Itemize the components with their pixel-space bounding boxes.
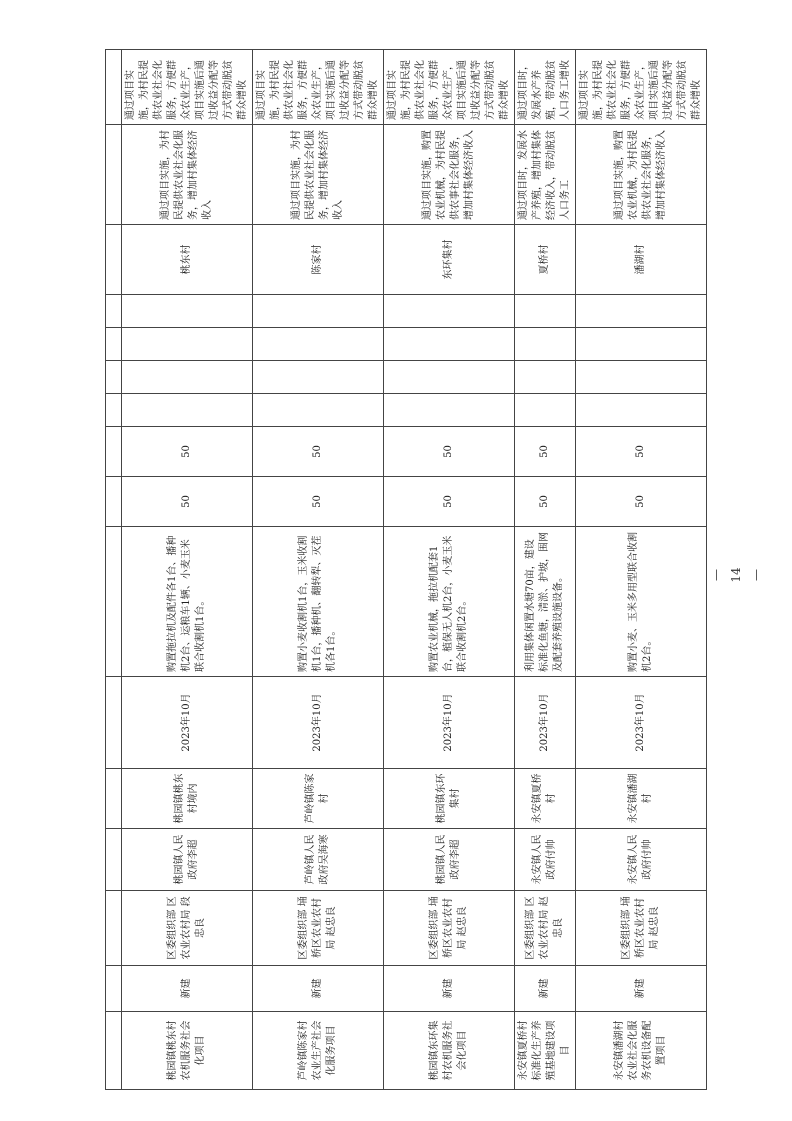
construction-content: 购置农业机械，拖拉机配套1台，植保无人机2台，小麦玉米联合收割机2台。	[384, 527, 515, 677]
implementing-unit: 永安镇人民政府付帅	[576, 829, 707, 891]
empty-cell	[122, 361, 253, 394]
project-location: 永安镇潘湖村	[576, 769, 707, 829]
table-row	[576, 50, 707, 1090]
investment-fund: 50	[576, 427, 707, 477]
construction-content: 购置小麦收割机1台，玉米收割机1台，播种机、翻转犁、灭茬机各1台。	[253, 527, 384, 677]
empty-cell	[576, 394, 707, 427]
empty-cell	[515, 394, 576, 427]
beneficiary-village: 东环集村	[384, 225, 515, 295]
responsible-unit: 区委组织部 区农业农村局 段忠良	[122, 891, 253, 966]
benefit-mechanism: 通过项目实施，为村民提供农业社会化服务，方便群众农业生产，项目实施后通过收益分配等方式带动脱贫群众增收	[253, 50, 384, 125]
responsible-unit: 区委组织部 埇桥区农业农村局 赵忠良	[384, 891, 515, 966]
construction-type: 新建	[122, 966, 253, 1012]
empty-header-row	[106, 50, 122, 1090]
empty-cell	[515, 361, 576, 394]
project-location: 永安镇夏桥村	[515, 769, 576, 829]
empty-cell	[515, 328, 576, 361]
construction-type: 新建	[253, 966, 384, 1012]
investment-fund: 50	[515, 427, 576, 477]
responsible-unit: 区委组织部 埇桥区农业农村局 赵忠良	[253, 891, 384, 966]
empty-cell	[384, 328, 515, 361]
implementing-unit: 桃园镇人民政府李超	[122, 829, 253, 891]
benefit-mechanism: 通过项目实施，为村民提供农业社会化服务，方便群众农业生产，项目实施后通过收益分配等方式带动脱贫群众增收	[576, 50, 707, 125]
benefit-mechanism: 通过项目实施，为村民提供农业社会化服务，方便群众农业生产，项目实施后通过收益分配等方式带动脱贫群众增收	[384, 50, 515, 125]
empty-cell	[384, 394, 515, 427]
table-row	[122, 50, 253, 1090]
table-row	[384, 50, 515, 1090]
empty-cell	[384, 361, 515, 394]
empty-cell	[253, 394, 384, 427]
empty-cell	[122, 394, 253, 427]
construction-content: 利用集体闲置水塘70亩，建设标准化鱼塘，清淤、护坡，围网及配套养殖设施设备。	[515, 527, 576, 677]
table-row	[253, 50, 384, 1090]
construction-content: 购置小麦、玉米多用型联合收割机2台。	[576, 527, 707, 677]
completion-time: 2023年10月	[122, 677, 253, 769]
empty-cell	[576, 361, 707, 394]
benefit-mechanism: 通过项目时，发展水产养殖，带动脱贫人口务工增收	[515, 50, 576, 125]
empty-cell	[122, 328, 253, 361]
investment-fund: 50	[384, 427, 515, 477]
benefit-link: 通过项目实施，购置农业机械，为村民提供农业社会化服务，增加村集体经济收入	[576, 125, 707, 225]
project-name: 桃园镇东环集村农机服务社会化项目	[384, 1012, 515, 1090]
responsible-unit: 区委组织部 埇桥区农业农村局 赵忠良	[576, 891, 707, 966]
project-name: 永安镇夏桥村标准化生产养殖基地建设项目	[515, 1012, 576, 1090]
implementing-unit: 永安镇人民政府付帅	[515, 829, 576, 891]
empty-cell	[515, 295, 576, 328]
project-location: 桃园镇桃东村境内	[122, 769, 253, 829]
implementing-unit: 芦岭镇人民政府吴海寒	[253, 829, 384, 891]
empty-cell	[576, 295, 707, 328]
investment-fund: 50	[122, 427, 253, 477]
investment-total: 50	[515, 477, 576, 527]
project-name: 永安镇潘湖村农业社会化服务农机设备配置项目	[576, 1012, 707, 1090]
page-number: — 14 —	[709, 567, 763, 583]
empty-cell	[253, 361, 384, 394]
benefit-link: 通过项目实施，购置农业机械，为村民提供农事社会化服务，增加村集体经济收入	[384, 125, 515, 225]
project-table	[105, 49, 707, 1090]
rotated-table-container	[105, 50, 702, 1090]
project-location: 桃园镇东环集村	[384, 769, 515, 829]
benefit-link: 通过项目时，发展水产养殖，增加村集体经济收入，带动脱贫人口务工	[515, 125, 576, 225]
completion-time: 2023年10月	[253, 677, 384, 769]
responsible-unit: 区委组织部 区农业农村局 赵忠良	[515, 891, 576, 966]
project-name: 芦岭镇陈家村农业生产社会化服务项目	[253, 1012, 384, 1090]
construction-type: 新建	[576, 966, 707, 1012]
beneficiary-village: 桃东村	[122, 225, 253, 295]
investment-total: 50	[576, 477, 707, 527]
investment-total: 50	[253, 477, 384, 527]
table-row	[515, 50, 576, 1090]
project-name: 桃园镇桃东村农机服务社会化项目	[122, 1012, 253, 1090]
project-location: 芦岭镇陈家村	[253, 769, 384, 829]
empty-cell	[122, 295, 253, 328]
benefit-mechanism: 通过项目实施，为村民提供农业社会化服务，方便群众农业生产，项目实施后通过收益分配等方式带动脱贫群众增收	[122, 50, 253, 125]
empty-cell	[253, 295, 384, 328]
beneficiary-village: 潘湖村	[576, 225, 707, 295]
construction-type: 新建	[515, 966, 576, 1012]
construction-type: 新建	[384, 966, 515, 1012]
construction-content: 购置拖拉机及配件各1台、播种机2台、运粮车1辆、小麦玉米联合收割机1台。	[122, 527, 253, 677]
investment-total: 50	[122, 477, 253, 527]
completion-time: 2023年10月	[515, 677, 576, 769]
beneficiary-village: 夏桥村	[515, 225, 576, 295]
completion-time: 2023年10月	[576, 677, 707, 769]
investment-total: 50	[384, 477, 515, 527]
implementing-unit: 桃园镇人民政府李超	[384, 829, 515, 891]
empty-cell	[576, 328, 707, 361]
benefit-link: 通过项目实施，为村民提供农业社会化服务，增加村集体经济收入	[122, 125, 253, 225]
empty-cell	[253, 328, 384, 361]
beneficiary-village: 陈家村	[253, 225, 384, 295]
empty-cell	[384, 295, 515, 328]
investment-fund: 50	[253, 427, 384, 477]
completion-time: 2023年10月	[384, 677, 515, 769]
benefit-link: 通过项目实施，为村民提供农业社会化服务，增加村集体经济收入	[253, 125, 384, 225]
